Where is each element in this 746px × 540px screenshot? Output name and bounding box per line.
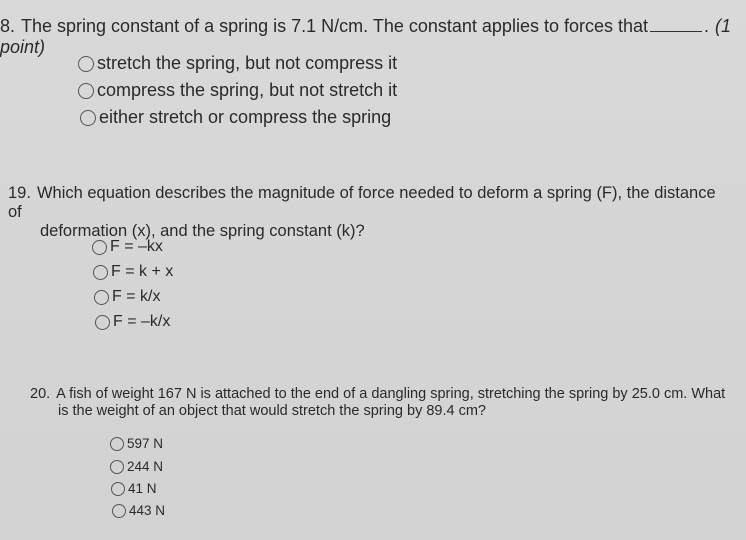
- option-f-k-over-x[interactable]: [94, 288, 160, 306]
- question-19-stem: [8, 184, 728, 241]
- radio-button[interactable]: [111, 482, 125, 496]
- option-label: F = –kx: [110, 238, 163, 255]
- question-20-stem: [30, 386, 746, 419]
- option-label: 443 N: [129, 503, 166, 518]
- option-label: 597 N: [127, 436, 164, 451]
- option-597n[interactable]: [110, 436, 163, 451]
- option-label: F = –k/x: [113, 313, 171, 330]
- question-text-line-1: A fish of weight 167 N is attached to the end of a dangling spring, stretching the spring by 25.0 cm. What: [56, 386, 726, 402]
- question-text-line-2: deformation (x), and the spring constant (k)?: [40, 221, 365, 240]
- radio-button[interactable]: [93, 265, 108, 280]
- option-244n[interactable]: [110, 459, 163, 474]
- question-text-line-1: Which equation describes the magnitude of force needed to deform a spring (F), the distance of: [8, 184, 716, 221]
- option-label: F = k + x: [111, 263, 174, 280]
- radio-button[interactable]: [78, 56, 94, 72]
- radio-button[interactable]: [110, 437, 124, 451]
- option-label: either stretch or compress the spring: [99, 107, 392, 127]
- option-f-neg-kx[interactable]: [92, 238, 163, 256]
- option-41n[interactable]: [111, 481, 157, 496]
- radio-button[interactable]: [110, 460, 124, 474]
- radio-button[interactable]: [78, 83, 94, 99]
- question-number: 8.: [0, 16, 16, 36]
- option-stretch-only[interactable]: [78, 53, 397, 74]
- option-443n[interactable]: [112, 503, 165, 518]
- option-f-k-plus-x[interactable]: [93, 263, 173, 281]
- option-f-neg-k-over-x[interactable]: [95, 313, 170, 331]
- point-value: (1 point): [0, 16, 732, 57]
- option-label: compress the spring, but not stretch it: [97, 80, 398, 100]
- radio-button[interactable]: [95, 315, 110, 330]
- radio-button[interactable]: [92, 240, 107, 255]
- option-compress-only[interactable]: [78, 80, 397, 101]
- option-label: 244 N: [127, 459, 164, 474]
- question-text-end: .: [704, 16, 710, 36]
- option-label: 41 N: [128, 481, 157, 496]
- radio-button[interactable]: [80, 110, 96, 126]
- option-label: stretch the spring, but not compress it: [97, 53, 398, 73]
- answer-blank: [650, 17, 702, 32]
- question-18-stem: [0, 16, 740, 57]
- radio-button[interactable]: [112, 504, 126, 518]
- option-either[interactable]: [80, 107, 391, 128]
- question-number: 19.: [8, 184, 31, 202]
- question-text-line-2: is the weight of an object that would stretch the spring by 89.4 cm?: [58, 402, 486, 419]
- question-number: 20.: [30, 386, 51, 402]
- radio-button[interactable]: [94, 290, 109, 305]
- option-label: F = k/x: [112, 288, 161, 305]
- question-text: The spring constant of a spring is 7.1 N/cm. The constant applies to forces that: [21, 16, 649, 36]
